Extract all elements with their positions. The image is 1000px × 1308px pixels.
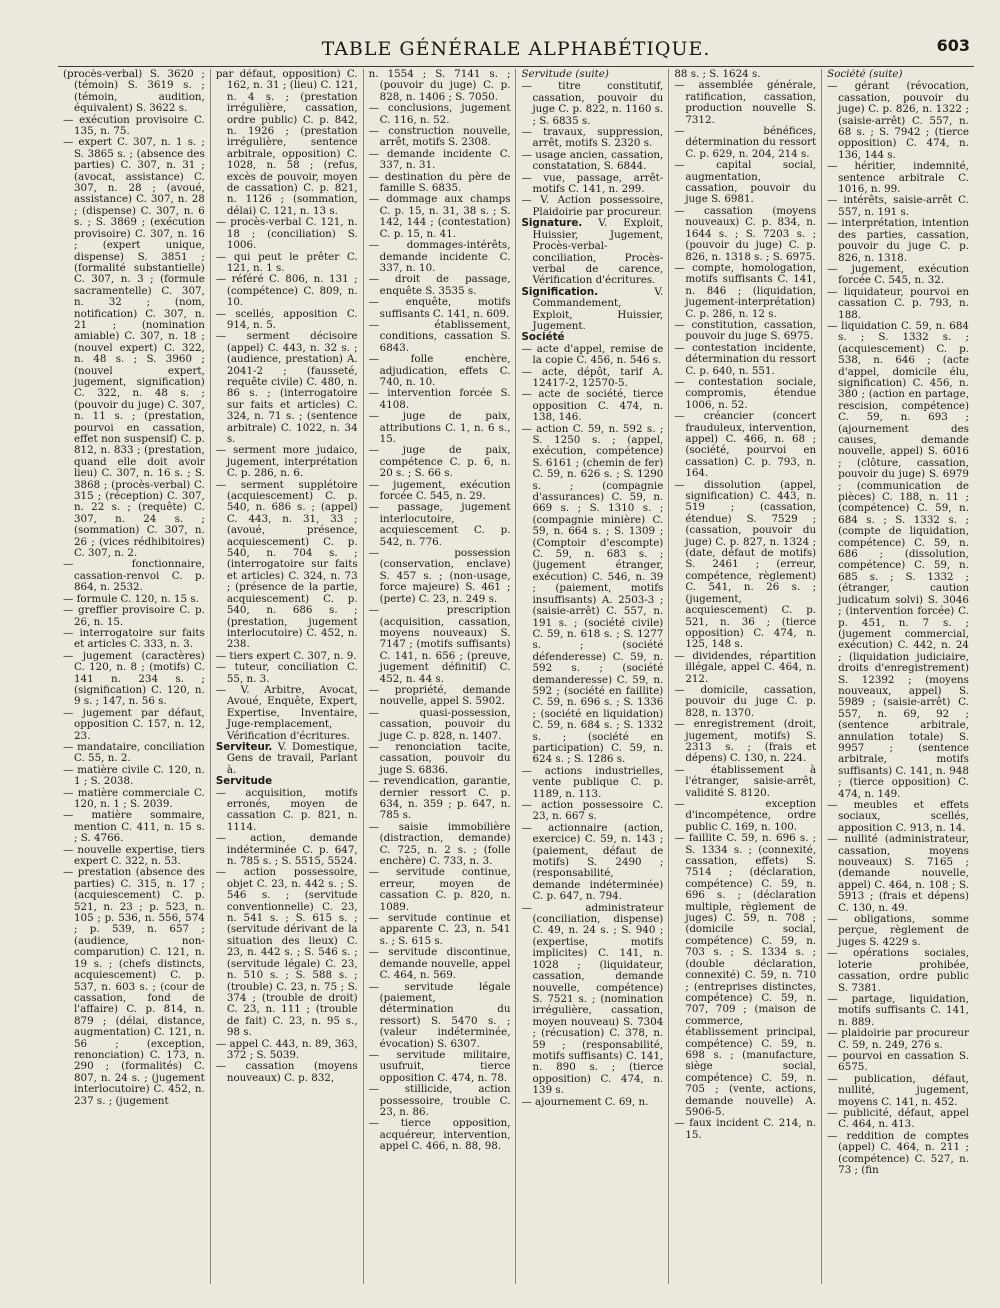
index-entry: — acte d'appel, remise de la copie C. 456, n. 546 s. <box>521 342 664 367</box>
index-column-5 <box>669 69 822 1284</box>
index-entry: — domicile, cassation, pouvoir du juge C. p. 828, n. 1370. <box>674 683 817 719</box>
index-entry: — possession (conservation, enclave) S. 457 s. ; (non-usage, force majeure) S. 461 ; (perte) C. 23, n. 249 s. <box>368 547 511 605</box>
index-entry: — appel C. 443, n. 89, 363, 372 ; S. 5039. <box>215 1037 358 1061</box>
index-entry: — stillicide, action possessoire, trouble C. 23, n. 86. <box>368 1083 511 1118</box>
index-entry: — acquisition, motifs erronés, moyen de cassation C. p. 821, n. 1114. <box>215 786 358 833</box>
index-entry: — quasi-possession, cassation, pouvoir du juge C. p. 828, n. 1407. <box>368 706 511 742</box>
index-entry: — acte, dépôt, tarif A. 12417-2, 12570-5. <box>521 365 664 389</box>
index-entry: — jugement (caractères) C. 120, n. 8 ; (motifs) C. 141 n. 234 s. ; (signification) C. 120, n. 9 s. ; 147, n. 56 s. <box>63 649 205 708</box>
index-entry: — administrateur (conciliation, dispense) C. 49, n. 24 s. ; S. 940 ; (expertise, motifs implicites) C. 141, n. 1028 ; (liquidateur, cassation, demande nouvelle, compétence) S. 7521 s. ; (nomination irrégulière, cassation, moyen nouveau) S. 7304 ; (récusation) C. 378, n. 59 ; (responsabilité, motifs suffisants) C. 141, n. 890 s. ; (tierce opposition) C. 474, n. 139 s. <box>521 901 664 1097</box>
index-entry: — opérations sociales, loterie prohibée, cassation, ordre public S. 7381. <box>827 947 969 994</box>
index-entry: — prestation (absence des parties) C. 315, n. 17 ; (acquiescement) C. p. 521, n. 23 ; p. 523, n. 105 ; p. 536, n. 556, 574 ; p. 539, n. 657 ; (audience, non-comparution) C. 121, n. 19 s. ; (chefs distincts, acquiescement) C. p. 537, n. 603 s. ; (cour de cassation, fond de l'affaire) C. p. 814, n. 879 ; (délai, distance, augmentation) C. 121, n. 56 ; (exception, renonciation) C. 173, n. 290 ; (formalités) C. 807, n. 24 s. ; (jugement interlocutoire) C. 452, n. 237 s. ; (jugement <box>63 866 205 1107</box>
index-entry: — juge de paix, compétence C. p. 6, n. 20 s. ; S. 66 s. <box>368 444 511 480</box>
index-entry: — action possessoire C. 23, n. 667 s. <box>521 799 664 823</box>
index-entry: — serment more judaico, jugement, interprétation C. p. 286, n. 6. <box>215 444 358 480</box>
index-entry: — matière sommaire, mention C. 411, n. 15 s. ; S. 4766. <box>63 809 205 845</box>
index-entry: — dommages-intérêts, demande incidente C. 337, n. 10. <box>368 239 511 274</box>
index-column-4 <box>516 69 669 1284</box>
index-heading-entry <box>216 776 358 787</box>
index-entry: — V. Arbitre, Avocat, Avoué, Enquête, Expert, Expertise, Inventaire, Juge-remplacement, Vérification d'écritures. <box>215 683 358 742</box>
index-entry: — tierce opposition, acquéreur, intervention, appel C. 466, n. 88, 98. <box>368 1117 511 1153</box>
index-entry: — vue, passage, arrêt-motifs C. 141, n. 299. <box>521 171 664 196</box>
index-continuation: Servitude (suite) <box>521 69 609 80</box>
index-entry: — action C. 59, n. 592 s. ; S. 1250 s. ; (appel, exécution, compétence) S. 6161 ; (chemin de fer) C. 59, n. 626 s. ; S. 1290 s. ; (compagnie d'assurances) C. 59, n. 669 s. ; S. 1310 s. ; (compagnie minière) C. 59, n. 664 s. ; S. 1309 ; (Comptoir d'escompte) C. 59, n. 683 s. ; (jugement étranger, exécution) C. 546, n. 39 ; (paiement, motifs insuffisants) A. 2503-3 ; (saisie-arrêt) C. 557, n. 191 s. ; (société civile) C. 59, n. 618 s. ; S. 1277 s. ; (société défenderesse) C. 59, n. 592 s. ; (société demanderesse) C. 59, n. 592 ; (société en faillite) C. 59, n. 696 s. ; S. 1336 ; (société en liquidation) C. 59, n. 684 s. ; S. 1332 s. ; (société en participation) C. 59, n. 624 s. ; S. 1286 s. <box>521 422 664 766</box>
index-entry: — plaidoirie par procureur C. 59, n. 249, 276 s. <box>827 1027 969 1051</box>
index-entry: — droit de passage, enquête S. 3535 s. <box>368 273 511 297</box>
index-entry: — servitude continue et apparente C. 23, n. 541 s. ; S. 615 s. <box>368 912 511 947</box>
index-entry: — serment décisoire (appel) C. 443, n. 32 s. ; (audience, prestation) A. 2041-2 ; (fausseté, requête civile) C. 480, n. 86 s. ; (interrogatoire sur faits et articles) C. 324, n. 71 s. ; (sentence arbitrale) C. 1022, n. 34 s. <box>215 330 358 445</box>
index-column-3 <box>364 69 517 1284</box>
index-entry: — juge de paix, attributions C. 1, n. 6 s., 15. <box>368 410 511 445</box>
index-entry: — partage, liquidation, motifs suffisants C. 141, n. 889. <box>827 992 969 1028</box>
index-entry: — capital social, augmentation, cassation, pouvoir du juge S. 6981. <box>674 159 817 206</box>
index-entry: — ajournement C. 69, n. <box>521 1095 649 1108</box>
index-entry: — liquidation C. 59, n. 684 s. ; S. 1332 s. ; (acquiescement) C. p. 538, n. 646 ; (acte d'appel, domicile élu, signification) C. 456, n. 380 ; (action en partage, rescision, compétence) C. 59, n. 693 ; (ajournement des causes, demande nouvelle, appel) S. 6016 ; (clôture, cassation, pouvoir du juge) S. 6979 ; (communication de pièces) C. 188, n. 11 ; (compétence) C. 59, n. 684 s. ; S. 1332 s. ; (compte de liquidation, compétence) C. 59, n. 686 ; (dissolution, compétence) C. 59, n. 685 s. ; S. 1332 ; (étranger, caution judicatum solvi) S. 3046 ; (intervention forcée) C. p. 451, n. 7 s. ; (jugement commercial, exécution) C. 442, n. 24 ; (liquidation judiciaire, droits d'enregistrement) S. 12392 ; (moyens nouveaux, appel) S. 5989 ; (saisie-arrêt) C. 557, n. 69, 92 ; (sentence arbitrale, annulation totale) S. 9957 ; (sentence arbitrale, motifs suffisants) C. 141, n. 948 ; (tierce opposition) C. 474, n. 149. <box>827 319 969 800</box>
index-entry: — propriété, demande nouvelle, appel S. 5902. <box>368 683 511 708</box>
index-heading: Signification. <box>521 285 599 298</box>
index-entry: — meubles et effets sociaux, scellés, apposition C. 913, n. 14. <box>827 799 969 834</box>
index-entry: — action possessoire, objet C. 23, n. 442 s. ; S. 546 s. ; (servitude conventionnelle) C. 23, n. 541 s. ; S. 615 s. ; (servitude dérivant de la situation des lieux) C. 23, n. 442 s. ; S. 546 s. ; (servitude légale) C. 23, n. 510 s. ; S. 588 s. ; (trouble) C. 23, n. 75 ; S. 374 ; (trouble de droit) C. 23, n. 111 ; (trouble de fait) C. 23, n. 95 s., 98 s. <box>215 866 358 1039</box>
index-entry: — faux incident C. 214, n. 15. <box>674 1117 817 1141</box>
index-continuation: Société (suite) <box>827 69 903 80</box>
index-entry: — pourvoi en cassation S. 6575. <box>827 1049 969 1074</box>
index-entry: 88 s. ; S. 1624 s. <box>674 69 761 80</box>
index-entry: — dividendes, répartition illégale, appel C. 464, n. 212. <box>674 649 817 685</box>
index-entry: — héritier, indemnité, sentence arbitrale C. 1016, n. 99. <box>827 160 969 196</box>
index-entry: — matière civile C. 120, n. 1 ; S. 2038. <box>63 763 205 788</box>
index-entry: — publicité, défaut, appel C. 464, n. 413. <box>827 1106 969 1131</box>
index-heading: Servitude <box>215 775 273 788</box>
index-entry: — obligations, somme perçue, règlement de juges S. 4229 s. <box>827 913 969 948</box>
index-entry: — destination du père de famille S. 6835. <box>368 170 511 195</box>
index-entry: — action, demande indéterminée C. p. 647, n. 785 s. ; S. 5515, 5524. <box>215 832 358 868</box>
index-column-6 <box>822 69 974 1284</box>
index-entry: — bénéfices, détermination du ressort C. p. 629, n. 204, 214 s. <box>674 125 817 160</box>
index-entry: — intérêts, saisie-arrêt C. 557, n. 191 s. <box>827 194 969 218</box>
index-entry: — créancier (concert frauduleux, intervention, appel) C. 466, n. 68 ; (société, pourvoi en cassation) C. p. 793, n. 164. <box>674 410 817 480</box>
index-entry: — fonctionnaire, cassation-renvoi C. p. 864, n. 2532. <box>63 558 205 594</box>
index-entry: — contestation sociale, compromis, étendue 1006, n. 52. <box>674 375 817 411</box>
index-entry: — saisie immobilière (distraction, demande) C. 725, n. 2 s. ; (folle enchère) C. 733, n. 3. <box>368 820 511 868</box>
index-heading-text: V. Domestique, Gens de travail, Parlant à. <box>226 740 358 776</box>
index-entry: — reddition de comptes (appel) C. 464, n. 211 ; (compétence) C. 527, n. 73 ; (fin <box>827 1129 969 1176</box>
index-entry: — jugement, exécution forcée C. 545, n. 29. <box>368 478 511 503</box>
index-heading-text: V. Commandement, Exploit, Huissier, Jugement. <box>532 285 664 332</box>
index-entry: — interrogatoire sur faits et articles C. 333, n. 3. <box>63 626 205 651</box>
index-entry: — tuteur, conciliation C. 55, n. 3. <box>215 661 358 685</box>
index-entry: — formule C. 120, n. 15 s. <box>63 592 199 605</box>
index-entry: — établissement à l'étranger, saisie-arrêt, validité S. 8120. <box>674 763 817 799</box>
index-entry: — exécution provisoire C. 135, n. 75. <box>63 113 205 138</box>
index-entry: — folle enchère, adjudication, effets C. 740, n. 10. <box>368 353 511 388</box>
index-entry: — jugement par défaut, opposition C. 157, n. 12, 23. <box>63 706 205 742</box>
index-entry: — exception d'incompétence, ordre public C. 169, n. 100. <box>674 798 817 833</box>
page-title: TABLE GÉNÉRALE ALPHABÉTIQUE. <box>321 38 711 60</box>
index-entry: — dommage aux champs C. p. 15, n. 31, 38 s. ; S. 142, 144 ; (contestation) C. p. 15, n. 41. <box>368 193 511 240</box>
index-entry: — titre constitutif, cassation, pouvoir du juge C. p. 822, n. 1160 s. ; S. 6835 s. <box>521 80 664 127</box>
index-entry: — jugement, exécution forcée C. 545, n. 32. <box>827 262 969 287</box>
index-entry: — travaux, suppression, arrêt, motifs S. 2320 s. <box>521 126 664 150</box>
index-entry: — contestation incidente, détermination du ressort C. p. 640, n. 551. <box>674 341 817 377</box>
index-entry: — faillite C. 59, n. 696 s. ; S. 1334 s. ; (connexité, cassation, effets) S. 7514 ; (déclaration, compétence) C. 59, n. 696 s. ; (déclaration multiple, règlement de juges) C. 59, n. 708 ; (domicile social, compétence) C. 59, n. 703 s. ; S. 1334 s. ; (double déclaration, connexité) C. 59, n. 710 ; (entreprises distinctes, compétence) C. 59, n. 707, 709 ; (maison de commerce, établissement principal, compétence) C. 59, n. 698 s. ; (manufacture, siège social, compétence) C. 59, n. 705 ; (vente, actions, demande nouvelle) A. 5906-5. <box>674 832 817 1118</box>
index-heading-entry <box>521 218 663 286</box>
index-entry: — expert C. 307, n. 1 s. ; S. 3865 s. ; (absence des parties) C. 307, n. 31 ; (avocat, assistance) C. 307, n. 28 ; (avoué, assistance) C. 307, n. 28 ; (dispense) C. 307, n. 6 s. ; S. 3869 ; (exécution provisoire) C. 307, n. 16 ; (expert unique, dispense) S. 3851 ; (formalité substantielle) C. 307, n. 3 ; (formule sacramentelle) C. 307, n. 32 ; (nom, notification) C. 307, n. 21 ; (nomination amiable) C. 307, n. 18 ; (nouvel expert) C. 322, n. 48 s. ; S. 3960 ; (nouvel expert, jugement, signification) C. 322, n. 48 s. ; (pouvoir du juge) C. 307, n. 11 s. ; (prestation, pourvoi en cassation, effet non suspensif) C. p. 812, n. 833 ; (prestation, quand elle doit avoir lieu) C. 307, n. 16 s. ; S. 3868 ; (procès-verbal) C. 315 ; (réception) C. 307, n. 22 s. ; (requête) C. 307, n. 24 s. ; (sommation) C. 307, n. 26 ; (vices rédhibitoires) C. 307, n. 2. <box>63 136 205 560</box>
index-entry: — renonciation tacite, cassation, pouvoir du juge S. 6836. <box>368 740 511 776</box>
index-entry: — tiers expert C. 307, n. 9. <box>215 649 357 662</box>
index-entry: — acte de société, tierce opposition C. 474, n. 138, 146. <box>521 388 664 424</box>
index-entry: — constitution, cassation, pouvoir du juge S. 6975. <box>674 318 817 343</box>
index-column-2 <box>211 69 364 1284</box>
index-entry: — procès-verbal C. 121, n. 18 ; (conciliation) S. 1006. <box>215 216 358 252</box>
index-heading: Société <box>521 331 565 344</box>
index-entry: — nullité (administrateur, cassation, moyens nouveaux) S. 7165 ; (demande nouvelle, appel) C. 464, n. 108 ; S. 5913 ; (frais et dépens) C. 130, n. 49. <box>827 833 969 914</box>
index-heading-text: V. Exploit, Huissier, Jugement, Procès-verbal-conciliation, Procès-verbal de carence, Vérification d'écritures. <box>532 217 664 287</box>
index-entry: — enquête, motifs suffisants C. 141, n. 609. <box>368 296 511 320</box>
index-entry: — revendication, garantie, dernier ressort C. p. 634, n. 359 ; p. 647, n. 785 s. <box>368 775 511 822</box>
index-entry: — greffier provisoire C. p. 26, n. 15. <box>63 604 205 628</box>
index-entry: — scellés, apposition C. 914, n. 5. <box>215 307 358 331</box>
index-entry: — construction nouvelle, arrêt, motifs S. 2308. <box>368 125 511 149</box>
index-entry: — interprétation, intention des parties, cassation, pouvoir du juge C. p. 826, n. 1318. <box>827 217 969 264</box>
index-entry: — serment supplétoire (acquiescement) C. p. 540, n. 686 s. ; (appel) C. 443, n. 31, 33 ; (avoué, présence, acquiescement) C. p. 540, n. 704 s. ; (interrogatoire sur faits et articles) C. 324, n. 73 ; (présence de la partie, acquiescement) C. p. 540, n. 686 s. ; (prestation, jugement interlocutoire) C. 452, n. 238. <box>215 478 358 651</box>
index-entry: — publication, défaut, nullité, jugement, moyens C. 141, n. 452. <box>827 1072 969 1108</box>
index-entry: — servitude discontinue, demande nouvelle, appel C. 464, n. 569. <box>368 946 511 982</box>
index-entry: — référé C. 806, n. 131 ; (compétence) C. 809, n. 10. <box>215 273 358 309</box>
index-heading-entry <box>216 742 358 776</box>
index-entry: — enregistrement (droit, jugement, motifs) S. 2313 s. ; (frais et dépens) C. 130, n. 224. <box>674 718 817 765</box>
index-entry: — conclusions, jugement C. 116, n. 52. <box>368 102 511 126</box>
index-entry: — actionnaire (action, exercice) C. 59, n. 143 ; (paiement, défaut de motifs) S. 2490 ; (responsabilité, demande indéterminée) C. p. 647, n. 794. <box>521 821 664 903</box>
index-entry: — passage, jugement interlocutoire, acquiescement C. p. 542, n. 776. <box>368 501 511 548</box>
index-entry: — usage ancien, cassation, constatation, S. 6844. <box>521 148 664 173</box>
page-header <box>58 36 974 67</box>
index-entry: n. 1554 ; S. 7141 s. ; (pouvoir du juge) C. p. 828, n. 1406 ; S. 7050. <box>368 69 511 103</box>
index-entry: — cassation (moyens nouveaux) C. p. 834, n. 1644 s. ; S. 7203 s. ; (pouvoir du juge) C. p. 826, n. 1318 s. ; S. 6975. <box>674 204 817 263</box>
index-entry: — matière commerciale C. 120, n. 1 ; S. 2039. <box>63 786 205 810</box>
index-entry: — prescription (acquisition, cassation, moyens nouveaux) S. 7147 ; (motifs suffisants) C. 141, n. 656 ; (preuve, jugement définitif) C. 452, n. 44 s. <box>368 604 511 685</box>
index-entry: — établissement, conditions, cassation S. 6843. <box>368 318 511 354</box>
index-entry: — servitude continue, erreur, moyen de cassation C. p. 820, n. 1089. <box>368 866 511 913</box>
index-entry: — servitude légale (paiement, détermination du ressort) S. 5470 s. ; (valeur indéterminée, évocation) S. 6307. <box>368 980 511 1050</box>
index-entry: — cassation (moyens nouveaux) C. p. 832, <box>215 1060 358 1084</box>
index-entry: — nouvelle expertise, tiers expert C. 322, n. 53. <box>63 843 205 868</box>
index-entry: — compte, homologation, motifs suffisants C. 141, n. 846 ; (liquidation, jugement-interprétation) C. p. 286, n. 12 s. <box>674 261 817 320</box>
index-entry: par défaut, opposition) C. 162, n. 31 ; (lieu) C. 121, n. 4 s. ; (prestation irrégulière, cassation, ordre public) C. p. 842, n. 1926 ; (prestation irrégulière, sentence arbitrale, opposition) C. 1028, n. 58 ; (refus, excès de pouvoir, moyen de cassation) C. p. 821, n. 1126 ; (sommation, délai) C. 121, n. 13 s. <box>215 69 358 217</box>
index-entry: — servitude militaire, usufruit, tierce opposition C. 474, n. 78. <box>368 1048 511 1084</box>
index-entry: — gérant (révocation, cassation, pouvoir du juge) C. p. 826, n. 1322 ; (saisie-arrêt) C. 557, n. 68 s. ; S. 7942 ; (tierce opposition) C. 474, n. 136, 144 s. <box>827 80 969 161</box>
index-entry: — assemblée générale, ratification, cassation, production nouvelle S. 7312. <box>674 79 817 126</box>
index-heading-entry <box>521 287 663 333</box>
index-entry: — V. Action possessoire, Plaidoirie par procureur. <box>521 194 664 218</box>
index-entry: — actions industrielles, vente publique C. p. 1189, n. 113. <box>521 764 664 800</box>
index-entry: (procès-verbal) S. 3620 ; (témoin) S. 3619 s. ; (témoin, audition, équivalent) S. 3622 s. <box>63 69 205 115</box>
index-heading: Signature. <box>521 217 583 230</box>
index-entry: — qui peut le prêter C. 121, n. 1 s. <box>215 250 358 274</box>
page-number: 603 <box>936 36 970 55</box>
index-entry: — mandataire, conciliation C. 55, n. 2. <box>63 740 205 765</box>
index-entry: — liquidateur, pourvoi en cassation C. p. 793, n. 188. <box>827 285 969 321</box>
index-columns <box>58 69 974 1284</box>
index-entry: — intervention forcée S. 4108. <box>368 387 511 411</box>
index-heading: Serviteur. <box>215 740 273 753</box>
index-column-1 <box>58 69 211 1284</box>
index-entry: — dissolution (appel, signification) C. 443, n. 519 ; (cassation, étendue) S. 7529 ; (cassation, pouvoir du juge) C. p. 827, n. 1324 ; (date, défaut de motifs) S. 2461 ; (erreur, compétence, règlement) C. 541, n. 26 s. ; (jugement, acquiescement) C. p. 521, n. 36 ; (tierce opposition) C. 474, n. 125, 148 s. <box>674 478 817 651</box>
index-entry: — demande incidente C. 337, n. 31. <box>368 147 511 172</box>
